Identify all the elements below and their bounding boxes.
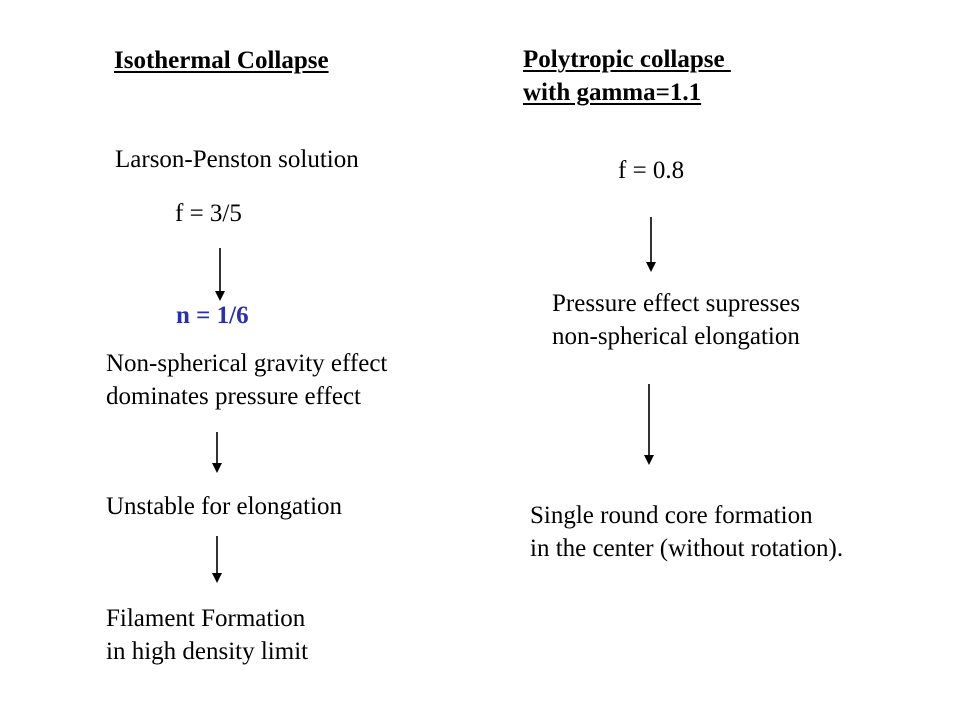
polytropic-heading-line-1: Polytropic collapse	[523, 46, 731, 73]
isothermal-collapse-heading: Isothermal Collapse	[114, 47, 329, 74]
pressure-effect-text	[552, 287, 800, 353]
left-n-value: n = 1/6	[176, 302, 249, 329]
gravity-effect-text	[106, 347, 387, 413]
left-arrow-2	[207, 432, 227, 474]
filament-formation-line-1: Filament Formation	[106, 605, 306, 632]
unstable-elongation-text: Unstable for elongation	[106, 493, 343, 520]
pressure-effect-line-1: Pressure effect supresses	[552, 290, 801, 317]
single-core-line-1: Single round core formation	[530, 502, 813, 529]
right-arrow-1	[641, 217, 661, 273]
pressure-effect-line-2: non-spherical elongation	[552, 323, 800, 350]
left-arrow-1	[210, 248, 230, 302]
gravity-effect-line-2: dominates pressure effect	[106, 383, 361, 410]
single-core-line-2: in the center (without rotation).	[530, 535, 844, 562]
filament-formation-line-2: in high density limit	[106, 638, 309, 665]
polytropic-heading-line-2: with gamma=1.1	[523, 79, 702, 106]
larson-penston-solution-label: Larson-Penston solution	[115, 146, 359, 173]
right-arrow-2	[639, 384, 659, 466]
gravity-effect-line-1: Non-spherical gravity effect	[106, 350, 388, 377]
filament-formation-text	[106, 602, 308, 668]
single-core-formation-text	[530, 499, 843, 565]
polytropic-collapse-heading	[523, 43, 731, 109]
left-arrow-3	[207, 536, 227, 584]
left-f-value: f = 3/5	[175, 200, 242, 227]
right-f-value: f = 0.8	[618, 157, 685, 184]
